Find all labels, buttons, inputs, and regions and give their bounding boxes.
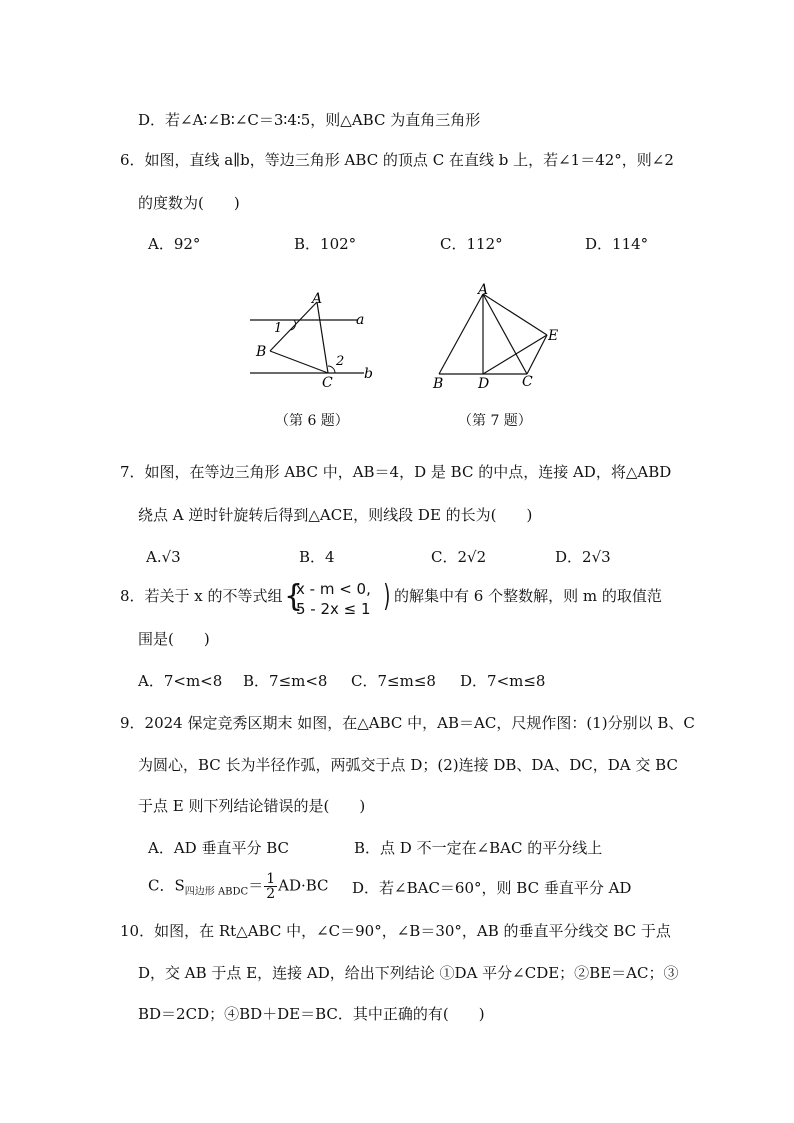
label-a-vertex: A bbox=[312, 291, 323, 307]
q7-option-a: A.√3 bbox=[146, 548, 181, 566]
q8-option-c: C．7≤m≤8 bbox=[351, 672, 436, 690]
label-c-vertex: C bbox=[522, 374, 533, 390]
side-ac bbox=[317, 302, 328, 373]
q7-stem-line2: 绕点 A 逆时针旋转后得到△ACE，则线段 DE 的长为( ) bbox=[138, 506, 533, 524]
q9-option-c-suffix: AD·BC bbox=[278, 876, 329, 895]
q8-inequality-2: 5 - 2x ≤ 1 bbox=[296, 600, 371, 618]
label-angle-2: 2 bbox=[336, 354, 345, 369]
q8-option-b: B．7≤m<8 bbox=[243, 672, 328, 690]
q7-option-c: C．2√2 bbox=[431, 548, 487, 566]
q6-option-a: A．92° bbox=[148, 235, 201, 253]
q8-stem-pre: 8．若关于 x 的不等式组 bbox=[120, 587, 283, 605]
label-b-vertex: B bbox=[433, 376, 444, 392]
figure-q7 bbox=[425, 280, 570, 395]
label-c-vertex: C bbox=[322, 375, 333, 391]
label-a-vertex: A bbox=[478, 282, 489, 298]
q9-option-c-fraction bbox=[264, 872, 277, 901]
q6-stem-line2: 的度数为( ) bbox=[138, 194, 240, 212]
q10-stem-line3: BD＝2CD；④BD＋DE＝BC．其中正确的有( ) bbox=[138, 1005, 485, 1023]
side-ab bbox=[439, 294, 483, 374]
q5-option-d: D．若∠A∶∠B∶∠C＝3∶4∶5，则△ABC 为直角三角形 bbox=[138, 111, 481, 129]
side-ac bbox=[483, 294, 527, 374]
q9-fraction-numerator: 1 bbox=[266, 871, 276, 887]
side-bc bbox=[270, 351, 328, 373]
label-angle-1: 1 bbox=[274, 321, 283, 336]
q6-stem-line1: 6．如图，直线 a∥b，等边三角形 ABC 的顶点 C 在直线 b 上，若∠1＝42°，则∠2 bbox=[120, 151, 674, 169]
q6-option-d: D．114° bbox=[585, 235, 649, 253]
label-line-a: a bbox=[356, 312, 365, 328]
q9-stem-line2: 为圆心，BC 长为半径作弧，两弧交于点 D；(2)连接 DB、DA、DC，DA 交 BC bbox=[138, 756, 678, 774]
q9-option-d: D．若∠BAC＝60°，则 BC 垂直平分 AD bbox=[352, 879, 632, 897]
figure-q6 bbox=[240, 288, 390, 393]
q8-left-brace: { bbox=[284, 579, 304, 614]
q7-option-b: B．4 bbox=[299, 548, 335, 566]
q9-option-a: A．AD 垂直平分 BC bbox=[148, 839, 290, 857]
q8-option-d: D．7<m≤8 bbox=[460, 672, 546, 690]
q8-right-paren: ) bbox=[383, 579, 391, 614]
q7-option-d: D．2√3 bbox=[555, 548, 611, 566]
figure-q6-caption: （第 6 题） bbox=[275, 413, 349, 429]
label-d-vertex: D bbox=[478, 376, 490, 392]
label-e-vertex: E bbox=[548, 328, 559, 344]
angle-2-arc bbox=[328, 366, 335, 373]
q9-option-c-equals: ＝ bbox=[248, 876, 264, 895]
label-line-b: b bbox=[364, 366, 373, 382]
q7-stem-line1: 7．如图，在等边三角形 ABC 中，AB＝4，D 是 BC 的中点，连接 AD，将△ABD bbox=[120, 463, 672, 481]
figure-q7-caption: （第 7 题） bbox=[458, 413, 532, 429]
q8-inequality-1: x - m < 0, bbox=[296, 580, 371, 598]
q6-option-b: B．102° bbox=[294, 235, 357, 253]
q9-fraction-denominator: 2 bbox=[266, 886, 276, 902]
q10-stem-line1: 10．如图，在 Rt△ABC 中，∠C＝90°，∠B＝30°，AB 的垂直平分线交 BC 于点 bbox=[120, 922, 671, 940]
q9-option-c-subscript: 四边形 ABDC bbox=[184, 886, 249, 898]
q9-option-b: B．点 D 不一定在∠BAC 的平分线上 bbox=[354, 839, 603, 857]
label-b-vertex: B bbox=[256, 344, 267, 360]
q9-stem-line1: 9．2024 保定竞秀区期末 如图，在△ABC 中，AB＝AC，尺规作图：(1)分别以 B、C bbox=[120, 714, 695, 732]
q8-option-a: A．7<m<8 bbox=[138, 672, 223, 690]
q10-stem-line2: D，交 AB 于点 E，连接 AD，给出下列结论 ①DA 平分∠CDE；②BE＝AC；③ bbox=[138, 964, 679, 982]
q9-option-c bbox=[148, 872, 329, 903]
q8-stem-post: 的解集中有 6 个整数解，则 m 的取值范 bbox=[394, 587, 662, 605]
q9-stem-line3: 于点 E 则下列结论错误的是( ) bbox=[138, 797, 366, 815]
q6-option-c: C．112° bbox=[440, 235, 503, 253]
segment-ae bbox=[483, 294, 547, 335]
q8-stem-line2: 围是( ) bbox=[138, 630, 210, 648]
q9-option-c-prefix: C．S bbox=[148, 876, 185, 895]
